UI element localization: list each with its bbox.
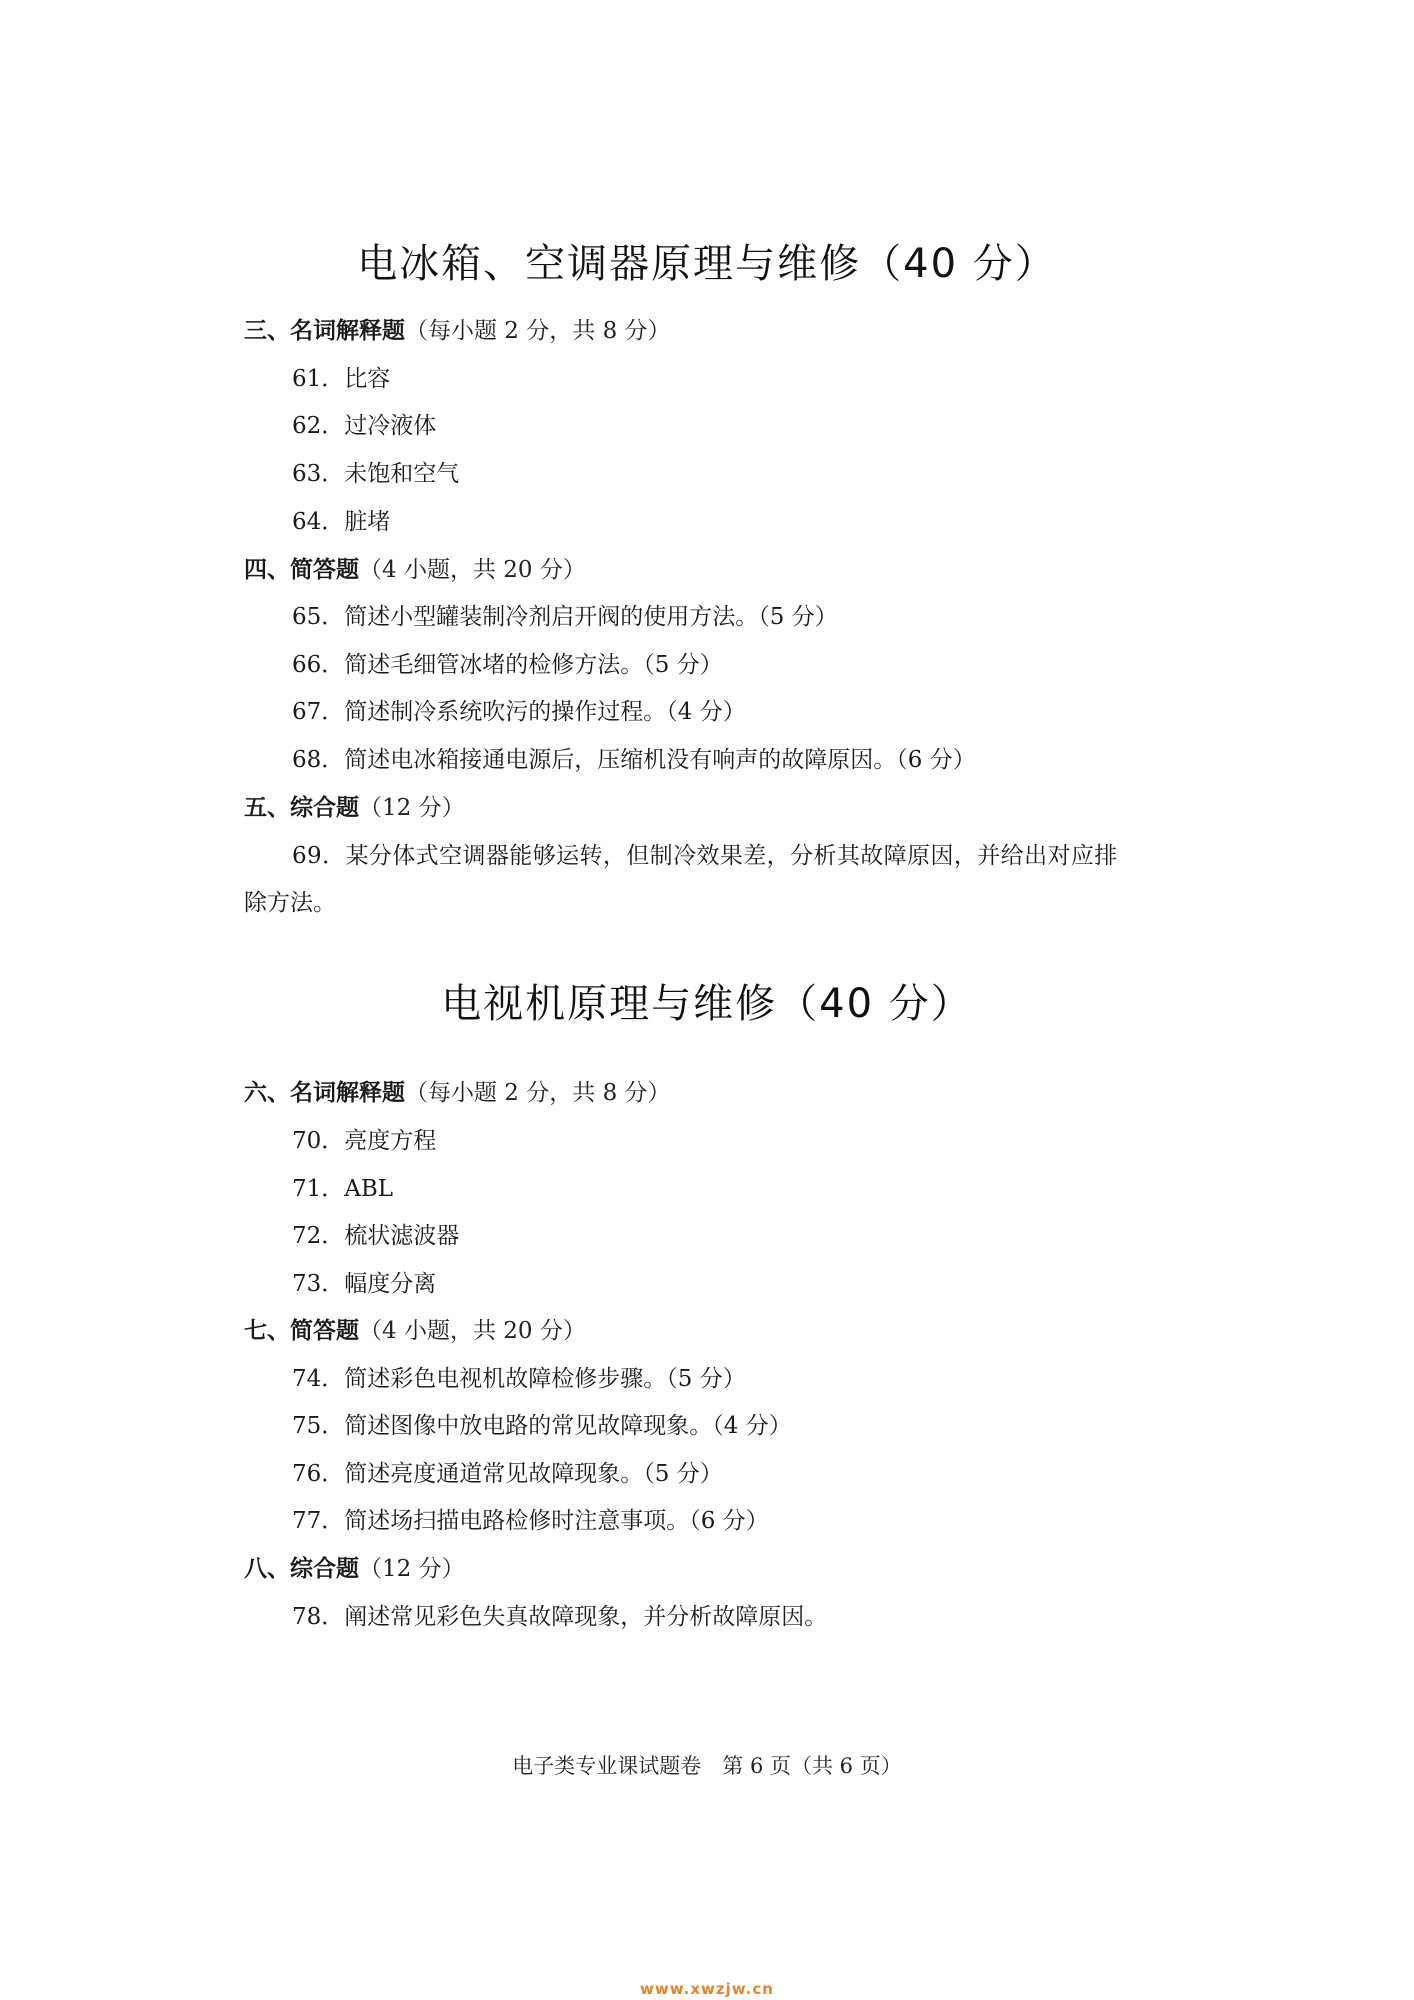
section5-note: （12 分） <box>359 795 465 821</box>
question-74: 74．简述彩色电视机故障检修步骤。（5 分） <box>292 1366 746 1392</box>
section6-header <box>244 1078 671 1108</box>
section3-heading: 三、名词解释题 <box>244 318 405 344</box>
section3-header <box>244 316 671 346</box>
question-63: 63．未饱和空气 <box>292 461 460 487</box>
question-70: 70．亮度方程 <box>292 1128 437 1154</box>
question-66: 66．简述毛细管冰堵的检修方法。（5 分） <box>292 652 723 678</box>
question-65: 65．简述小型罐装制冷剂启开阀的使用方法。（5 分） <box>292 604 838 630</box>
section8-header <box>244 1554 465 1584</box>
part1-title: 电冰箱、空调器原理与维修（40 分） <box>357 241 1057 287</box>
part2-title: 电视机原理与维修（40 分） <box>441 981 973 1027</box>
question-69-continuation: 除方法。 <box>244 890 336 916</box>
question-78: 78．阐述常见彩色失真故障现象，并分析故障原因。 <box>292 1604 828 1630</box>
question-62: 62．过冷液体 <box>292 413 437 439</box>
question-64: 64．脏堵 <box>292 509 391 535</box>
section8-note: （12 分） <box>359 1556 465 1582</box>
question-77: 77．简述场扫描电路检修时注意事项。（6 分） <box>292 1508 769 1534</box>
page-footer: 电子类专业课试题卷 第 6 页（共 6 页） <box>512 1754 902 1778</box>
question-73: 73．幅度分离 <box>292 1271 437 1297</box>
question-69: 69．某分体式空调器能够运转，但制冷效果差，分析其故障原因，并给出对应排 <box>292 843 1118 869</box>
section7-note: （4 小题，共 20 分） <box>359 1318 586 1344</box>
section4-note: （4 小题，共 20 分） <box>359 557 586 583</box>
section6-heading: 六、名词解释题 <box>244 1080 405 1106</box>
section3-note: （每小题 2 分，共 8 分） <box>405 318 671 344</box>
section5-header <box>244 793 465 823</box>
section4-header <box>244 555 586 585</box>
section7-header <box>244 1316 586 1346</box>
question-61: 61．比容 <box>292 366 391 392</box>
section4-heading: 四、简答题 <box>244 557 359 583</box>
section8-heading: 八、综合题 <box>244 1556 359 1582</box>
section5-heading: 五、综合题 <box>244 795 359 821</box>
question-68: 68．简述电冰箱接通电源后，压缩机没有响声的故障原因。（6 分） <box>292 747 976 773</box>
section7-heading: 七、简答题 <box>244 1318 359 1344</box>
section6-note: （每小题 2 分，共 8 分） <box>405 1080 671 1106</box>
question-75: 75．简述图像中放电路的常见故障现象。（4 分） <box>292 1413 792 1439</box>
question-71: 71．ABL <box>292 1176 394 1202</box>
question-67: 67．简述制冷系统吹污的操作过程。（4 分） <box>292 699 746 725</box>
site-watermark: www.xwzjw.cn <box>640 1980 774 1998</box>
question-72: 72．梳状滤波器 <box>292 1223 460 1249</box>
question-76: 76．简述亮度通道常见故障现象。（5 分） <box>292 1461 723 1487</box>
